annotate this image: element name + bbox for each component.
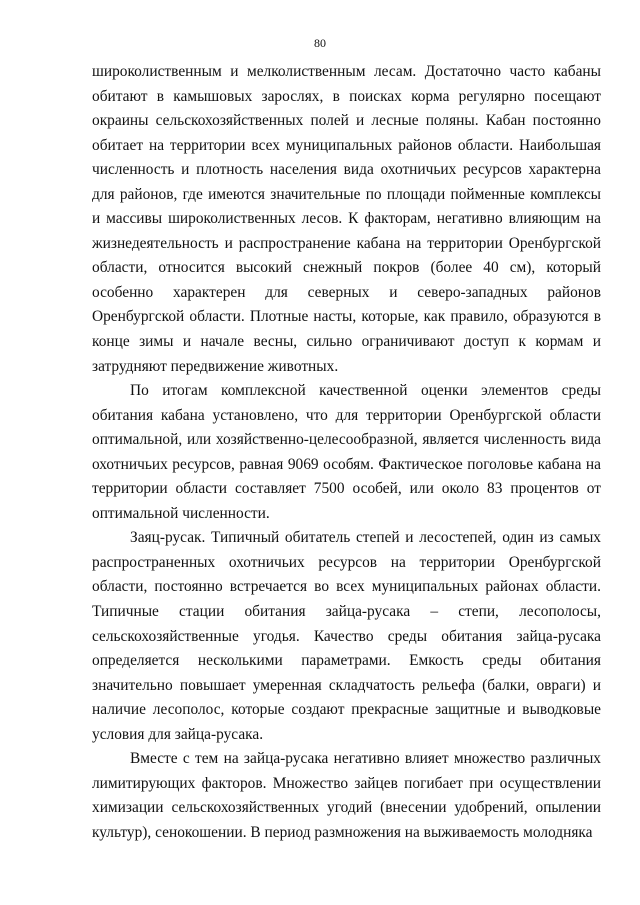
paragraph-wild-boar-population: По итогам комплексной качественной оценки элементов среды обитания кабана установлено, что для территории Оренбургской области оптимальной, или хозяйственно-целесообразной, является численность вида охотничьих ресурсов, равная 9069 особям. Фактическое поголовье кабана на территории области составляет 7500 особей, или около 83 процентов от оптимальной численности. bbox=[92, 382, 601, 522]
paragraph-wild-boar-habitat: широколиственным и мелколиственным лесам. Достаточно часто кабаны обитают в камышовых зарослях, в поисках корма регулярно посещают окраины сельскохозяйственных полей и лесные поляны. Кабан постоянно обитает на территории всех муниципальных районов области. Наибольшая численность и плотность населения вида охотничьих ресурсов характерна для районов, где имеются значительные по площади пойменные комплексы и массивы широколиственных лесов. К факторам, негативно влияющим на жизнедеятельность и распространение кабана на территории Оренбургской области, относится высокий снежный покров (более 40 см), который особенно характерен для северных и северо-западных районов Оренбургской области. Плотные насты, которые, как правило, образуются в конце зимы и начале весны, сильно ограничивают доступ к кормам и затрудняют передвижение животных. bbox=[92, 63, 601, 375]
paragraph-hare-limiting-factors: Вместе с тем на зайца-русака негативно влияет множество различных лимитирующих факторов. Множество зайцев погибает при осуществлении химизации сельскохозяйственных угодий (внесении удобрений, опылении культур), сенокошении. В период размножения на выживаемость молодняка bbox=[92, 750, 601, 841]
page-number: 80 bbox=[314, 36, 326, 50]
body-text bbox=[92, 60, 601, 846]
paragraph-hare-habitat: Заяц-русак. Типичный обитатель степей и лесостепей, один из самых распространенных охотничьих ресурсов на территории Оренбургской области, постоянно встречается во всех муниципальных районах области. Типичные стации обитания зайца-русака – степи, лесополосы, сельскохозяйственные угодья. Качество среды обитания зайца-русака определяется несколькими параметрами. Емкость среды обитания значительно повышает умеренная складчатость рельефа (балки, овраги) и наличие лесополос, которые создают прекрасные защитные и выводковые условия для зайца-русака. bbox=[92, 529, 601, 743]
